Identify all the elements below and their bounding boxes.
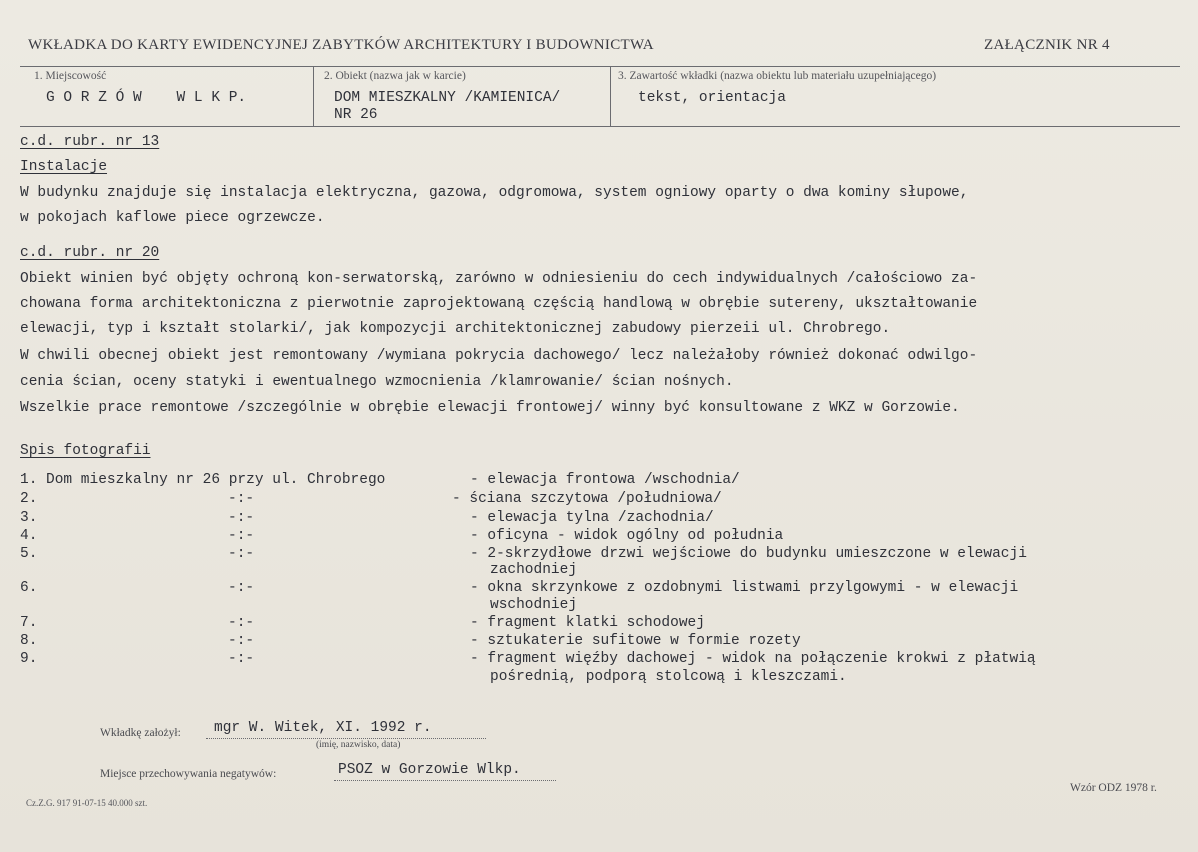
box-divider-2 bbox=[610, 66, 611, 126]
photo-number: 5. bbox=[20, 546, 38, 562]
photo-number: 4. bbox=[20, 528, 38, 544]
photo-ditto: -:- bbox=[228, 580, 255, 596]
photo-description-continued: pośrednią, podporą stolcową i kleszczami. bbox=[490, 669, 847, 685]
photo-ditto: -:- bbox=[228, 528, 255, 544]
created-by-caption: (imię, nazwisko, data) bbox=[316, 740, 401, 750]
photo-ditto: -:- bbox=[228, 491, 255, 507]
section20-line: cenia ścian, oceny statyki i ewentualnego wzmocnienia /klamrowanie/ ścian nośnych. bbox=[20, 374, 734, 390]
photo-ditto: -:- bbox=[228, 510, 255, 526]
photo-number: 7. bbox=[20, 615, 38, 631]
photo-number: 2. bbox=[20, 491, 38, 507]
negatives-location-label: Miejsce przechowywania negatywów: bbox=[100, 768, 277, 780]
photo-number: 6. bbox=[20, 580, 38, 596]
object-value-line1: DOM MIESZKALNY /KAMIENICA/ bbox=[334, 90, 561, 106]
photo-description: - 2-skrzydłowe drzwi wejściowe do budynku umieszczone w elewacji bbox=[470, 546, 1027, 562]
box-bottom-rule bbox=[20, 126, 1180, 127]
photo-description: - ściana szczytowa /południowa/ bbox=[452, 491, 722, 507]
negatives-location-rule bbox=[334, 780, 556, 781]
section13-subheading: Instalacje bbox=[20, 159, 108, 175]
photo-subject: Dom mieszkalny nr 26 przy ul. Chrobrego bbox=[46, 472, 386, 488]
section20-line: Wszelkie prace remontowe /szczególnie w obrębie elewacji frontowej/ winny być konsultowane z WKZ w Gorzowie. bbox=[20, 400, 960, 416]
photo-description-continued: wschodniej bbox=[490, 597, 578, 613]
box-divider-1 bbox=[313, 66, 314, 126]
section20-line: chowana forma architektoniczna z pierwotnie zaprojektowaną częścią handlową w obrębie sutereny, ukształtowanie bbox=[20, 296, 978, 312]
photo-ditto: -:- bbox=[228, 546, 255, 562]
annex-number: ZAŁĄCZNIK NR 4 bbox=[984, 37, 1110, 53]
box-top-rule bbox=[20, 66, 1180, 67]
photo-number: 3. bbox=[20, 510, 38, 526]
created-by-value: mgr W. Witek, XI. 1992 r. bbox=[214, 720, 432, 736]
object-value-line2: NR 26 bbox=[334, 107, 378, 123]
photos-heading: Spis fotografii bbox=[20, 443, 151, 459]
created-by-rule bbox=[206, 738, 486, 739]
section13-heading: c.d. rubr. nr 13 bbox=[20, 134, 160, 150]
photo-description: - fragment więźby dachowej - widok na połączenie krokwi z płatwią bbox=[470, 651, 1036, 667]
section13-line: W budynku znajduje się instalacja elektryczna, gazowa, odgromowa, system ogniowy oparty o dwa kominy słupowe, bbox=[20, 185, 969, 201]
object-label: 2. Obiekt (nazwa jak w karcie) bbox=[324, 70, 466, 82]
photo-number: 9. bbox=[20, 651, 38, 667]
section20-line: elewacji, typ i kształt stolarki/, jak kompozycji architektonicznej zabudowy pierzeii ul. Chrobrego. bbox=[20, 321, 891, 337]
photo-number: 8. bbox=[20, 633, 38, 649]
photo-description: - sztukaterie sufitowe w formie rozety bbox=[470, 633, 801, 649]
locality-value: G O R Z Ó W W L K P. bbox=[46, 90, 247, 106]
photo-ditto: -:- bbox=[228, 651, 255, 667]
content-label: 3. Zawartość wkładki (nazwa obiektu lub materiału uzupełniającego) bbox=[618, 70, 937, 82]
photo-number: 1. bbox=[20, 472, 38, 488]
photo-description: - okna skrzynkowe z ozdobnymi listwami przylgowymi - w elewacji bbox=[470, 580, 1019, 596]
section20-line: W chwili obecnej obiekt jest remontowany /wymiana pokrycia dachowego/ lecz należałoby również dokonać odwilgo- bbox=[20, 348, 978, 364]
card-title: WKŁADKA DO KARTY EWIDENCYJNEJ ZABYTKÓW ARCHITEKTURY I BUDOWNICTWA bbox=[28, 37, 654, 53]
photo-description: - oficyna - widok ogólny od południa bbox=[470, 528, 784, 544]
form-reference: Wzór ODZ 1978 r. bbox=[1070, 782, 1157, 794]
photo-ditto: -:- bbox=[228, 615, 255, 631]
content-value: tekst, orientacja bbox=[638, 90, 786, 106]
created-by-label: Wkładkę założył: bbox=[100, 727, 181, 739]
photo-description-continued: zachodniej bbox=[490, 562, 578, 578]
section20-line: Obiekt winien być objęty ochroną kon-serwatorską, zarówno w odniesieniu do cech indywidualnych /całościowo za- bbox=[20, 271, 978, 287]
negatives-location-value: PSOZ w Gorzowie Wlkp. bbox=[338, 762, 521, 778]
print-code: Cz.Z.G. 917 91-07-15 40.000 szt. bbox=[26, 798, 148, 808]
section13-line: w pokojach kaflowe piece ogrzewcze. bbox=[20, 210, 325, 226]
photo-description: - elewacja frontowa /wschodnia/ bbox=[470, 472, 740, 488]
photo-description: - elewacja tylna /zachodnia/ bbox=[470, 510, 714, 526]
photo-ditto: -:- bbox=[228, 633, 255, 649]
locality-label: 1. Miejscowość bbox=[34, 70, 107, 82]
section20-heading: c.d. rubr. nr 20 bbox=[20, 245, 160, 261]
photo-description: - fragment klatki schodowej bbox=[470, 615, 705, 631]
